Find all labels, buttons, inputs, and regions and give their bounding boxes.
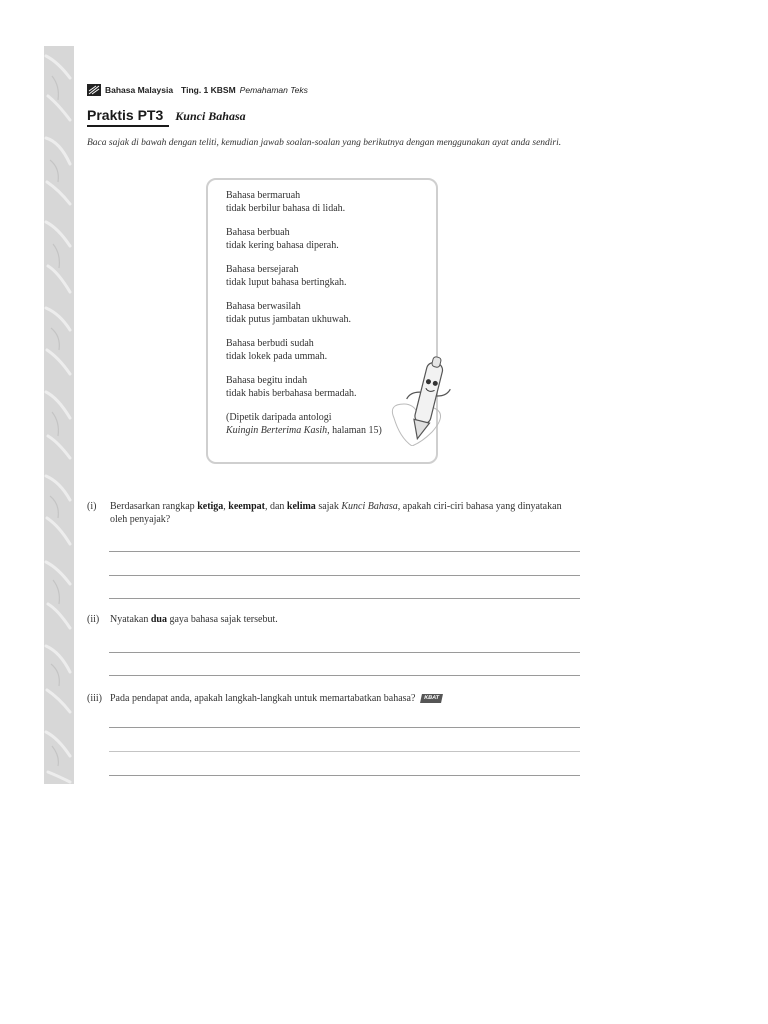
section-label: Praktis PT3 [87, 108, 163, 125]
question-text: Nyatakan dua gaya bahasa sajak tersebut. [110, 614, 278, 625]
poem-stanza [226, 189, 382, 215]
question-number: (iii) [87, 693, 102, 704]
answer-line[interactable] [109, 652, 580, 653]
question-text: Berdasarkan rangkap ketiga, keempat, dan kelima sajak Kunci Bahasa, apakah ciri-ciri bahasa yang dinyatakan oleh penyajak? [110, 501, 562, 525]
answer-line[interactable] [109, 675, 580, 676]
topic-label: Pemahaman Teks [239, 85, 308, 95]
poem-stanza [226, 226, 382, 252]
poem-line: Bahasa berbuah [226, 227, 290, 238]
poem-line: tidak luput bahasa bertingkah. [226, 277, 347, 288]
poem-stanza [226, 300, 382, 326]
source-page: halaman 15) [329, 425, 382, 436]
poem-stanza [226, 337, 382, 363]
question-number: (i) [87, 501, 97, 512]
page-header [87, 80, 308, 100]
book-logo-icon [87, 84, 101, 96]
poem-line: tidak habis berbahasa bermadah. [226, 388, 357, 399]
answer-line[interactable] [109, 575, 580, 576]
grade-label: Ting. 1 KBSM [181, 85, 236, 95]
kbat-badge: KBAT [420, 694, 443, 703]
poem-stanza [226, 263, 382, 289]
poem-line: Bahasa berwasilah [226, 301, 301, 312]
section-title-row [87, 108, 246, 125]
source-line-2 [226, 424, 382, 437]
answer-line[interactable] [109, 551, 580, 552]
poem-line: tidak kering bahasa diperah. [226, 240, 339, 251]
poem-stanza [226, 374, 382, 400]
section-label-underline [87, 125, 169, 127]
poem-line: tidak putus jambatan ukhuwah. [226, 314, 351, 325]
side-decoration-strip [44, 46, 74, 784]
poem-line: Bahasa bermaruah [226, 190, 301, 201]
poem-line: Bahasa begitu indah [226, 375, 308, 386]
question-text: Pada pendapat anda, apakah langkah-langkah untuk memartabatkan bahasa? KBAT [110, 692, 580, 705]
subject-label: Bahasa Malaysia [105, 85, 174, 95]
question-number: (ii) [87, 614, 100, 625]
source-line: (Dipetik daripada antologi [226, 412, 332, 423]
pen-mascot-icon [388, 356, 458, 446]
poem-source [226, 411, 382, 437]
poem-line: Bahasa berbudi sudah [226, 338, 314, 349]
poem-line: Bahasa bersejarah [226, 264, 299, 275]
answer-line[interactable] [109, 598, 580, 599]
poem-title: Kunci Bahasa [175, 109, 246, 123]
poem-line: tidak lokek pada ummah. [226, 351, 328, 362]
answer-line[interactable] [109, 775, 580, 776]
instruction-text: Baca sajak di bawah dengan teliti, kemudian jawab soalan-soalan yang berikutnya dengan menggunakan ayat anda sendiri. [87, 138, 562, 148]
answer-line[interactable] [109, 751, 580, 752]
source-book-title: Kuingin Berterima Kasih, [226, 425, 330, 436]
answer-line[interactable] [109, 727, 580, 728]
poem-text [226, 189, 382, 437]
poem-line: tidak berbilur bahasa di lidah. [226, 203, 346, 214]
